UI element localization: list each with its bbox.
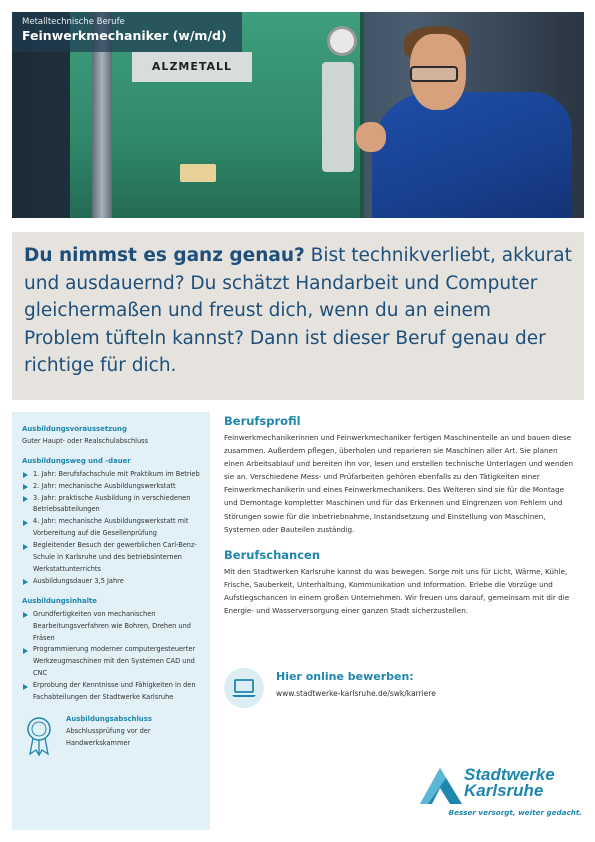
- list-item: Programmierung moderner computergesteuerter Werkzeugmaschinen mit den Systemen CAD und CNC: [22, 644, 202, 680]
- logo-word-stadtwerke: Stadtwerke: [464, 765, 555, 784]
- voraussetzung-text: Guter Haupt- oder Realschulabschluss: [22, 436, 149, 445]
- worker-hand: [356, 122, 386, 152]
- inhalte-list: [22, 609, 202, 704]
- certificate-award-icon: [26, 716, 52, 756]
- stadtwerke-logo: [414, 764, 582, 826]
- voraussetzung-heading: Ausbildungsvoraussetzung: [22, 425, 127, 433]
- chancen-heading: Berufschancen: [224, 547, 321, 562]
- list-item: Erprobung der Kenntnisse und Fähigkeiten in den Fachabteilungen der Stadtwerke Karlsruhe: [22, 680, 202, 704]
- list-item: Ausbildungsdauer 3,5 Jahre: [22, 576, 202, 588]
- list-item: 1. Jahr: Berufsfachschule mit Praktikum im Betrieb: [22, 469, 202, 481]
- apply-icon-circle: [224, 668, 264, 708]
- machine-plate: [180, 164, 216, 182]
- section-voraussetzung: [22, 424, 202, 448]
- intro-text: [24, 242, 572, 380]
- intro-lead: Du nimmst es ganz genau?: [24, 245, 305, 266]
- intro-rest: Bist technikverliebt, akkurat und ausdauernd? Du schätzt Handarbeit und Computer gleichermaßen und freust dich, wenn du an einem Problem tüfteln kannst? Dann ist dieser Beruf genau der richtige für dich.: [24, 245, 572, 376]
- logo-word-karlsruhe: Karlsruhe: [464, 781, 544, 800]
- gauge-panel: [322, 62, 354, 172]
- inhalte-heading: Ausbildungsinhalte: [22, 596, 97, 605]
- abschluss-text: Abschlussprüfung vor der Handwerkskammer: [66, 726, 151, 747]
- section-berufsprofil: [224, 414, 576, 536]
- sidebar: [12, 412, 210, 830]
- list-item: Begleitender Besuch der gewerblichen Carl-Benz-Schule in Karlsruhe und des betriebsinternen Werkstattunterrichts: [22, 540, 202, 576]
- machine-label: ALZMETALL: [132, 52, 252, 82]
- section-weg: [22, 456, 202, 588]
- list-item: 3. Jahr: praktische Ausbildung in verschiedenen Betriebsabteilungen: [22, 493, 202, 517]
- list-item: Grundfertigkeiten von mechanischen Bearbeitungsverfahren wie Bohren, Drehen und Fräsen: [22, 609, 202, 645]
- list-item: 4. Jahr: mechanische Ausbildungswerkstatt mit Vorbereitung auf die Gesellenprüfung: [22, 516, 202, 540]
- weg-list: [22, 469, 202, 588]
- abschluss-heading: Ausbildungsabschluss: [66, 714, 152, 723]
- job-title: Feinwerkmechaniker (w/m/d): [22, 28, 227, 43]
- laptop-icon: [224, 668, 264, 708]
- intro-box: [12, 232, 584, 400]
- apply-title: Hier online bewerben:: [276, 670, 414, 683]
- list-item: 2. Jahr: mechanische Ausbildungswerkstatt: [22, 481, 202, 493]
- apply-block[interactable]: [224, 666, 576, 710]
- section-inhalte: [22, 596, 202, 704]
- logo-mark-icon: [416, 764, 466, 806]
- section-berufschancen: [224, 548, 576, 617]
- safety-glasses: [410, 66, 458, 82]
- dial-icon: [327, 26, 357, 56]
- chancen-text: Mit den Stadtwerken Karlsruhe kannst du was bewegen. Sorge mit uns für Licht, Wärme, Kühle, Frische, Sauberkeit, Unterhaltung, Kommunikation und Information. Erlebe die Vorzüge und Aufstiegschancen in einem großen Unternehmen. Wir freuen uns darauf, gemeinsam mit dir die Energie- und Wasserversorgung einer ganzen Stadt sicherzustellen.: [224, 566, 570, 616]
- profil-text: Feinwerkmechanikerinnen und Feinwerkmechaniker fertigen Maschinenteile an und bauen diese zusammen. Außerdem pflegen, überholen und reparieren sie Maschinen aller Art. Sie planen einen Arbeitsablauf und bereiten ihn vor, lesen und erstellen technische Unterlagen und wenden sie an. Verschiedene Mess- und Prüfarbeiten gehören ebenfalls zu den Tätigkeiten einer Feinwerkmechanikerin und eines Feinwerkmechanikers. Des Weiteren sind sie für die Montage und Demontage kompletter Maschinen und für das Erkennen und Eingrenzen von Fehlern und Störungen sowie für die Inbetriebnahme, Instandsetzung und Einstellung von Maschinen, Systemen oder Bauteilen zuständig.: [224, 433, 574, 534]
- hero-overline: Metalltechnische Berufe: [22, 17, 125, 27]
- section-abschluss: [22, 714, 202, 750]
- worker-body: [372, 92, 572, 218]
- hero-caption: [12, 12, 242, 52]
- logo-slogan: Besser versorgt, weiter gedacht.: [448, 808, 582, 817]
- weg-heading: Ausbildungsweg und -dauer: [22, 456, 131, 465]
- profil-heading: Berufsprofil: [224, 414, 301, 428]
- main-column: [224, 414, 576, 617]
- apply-link[interactable]: www.stadtwerke-karlsruhe.de/swk/karriere: [276, 689, 436, 698]
